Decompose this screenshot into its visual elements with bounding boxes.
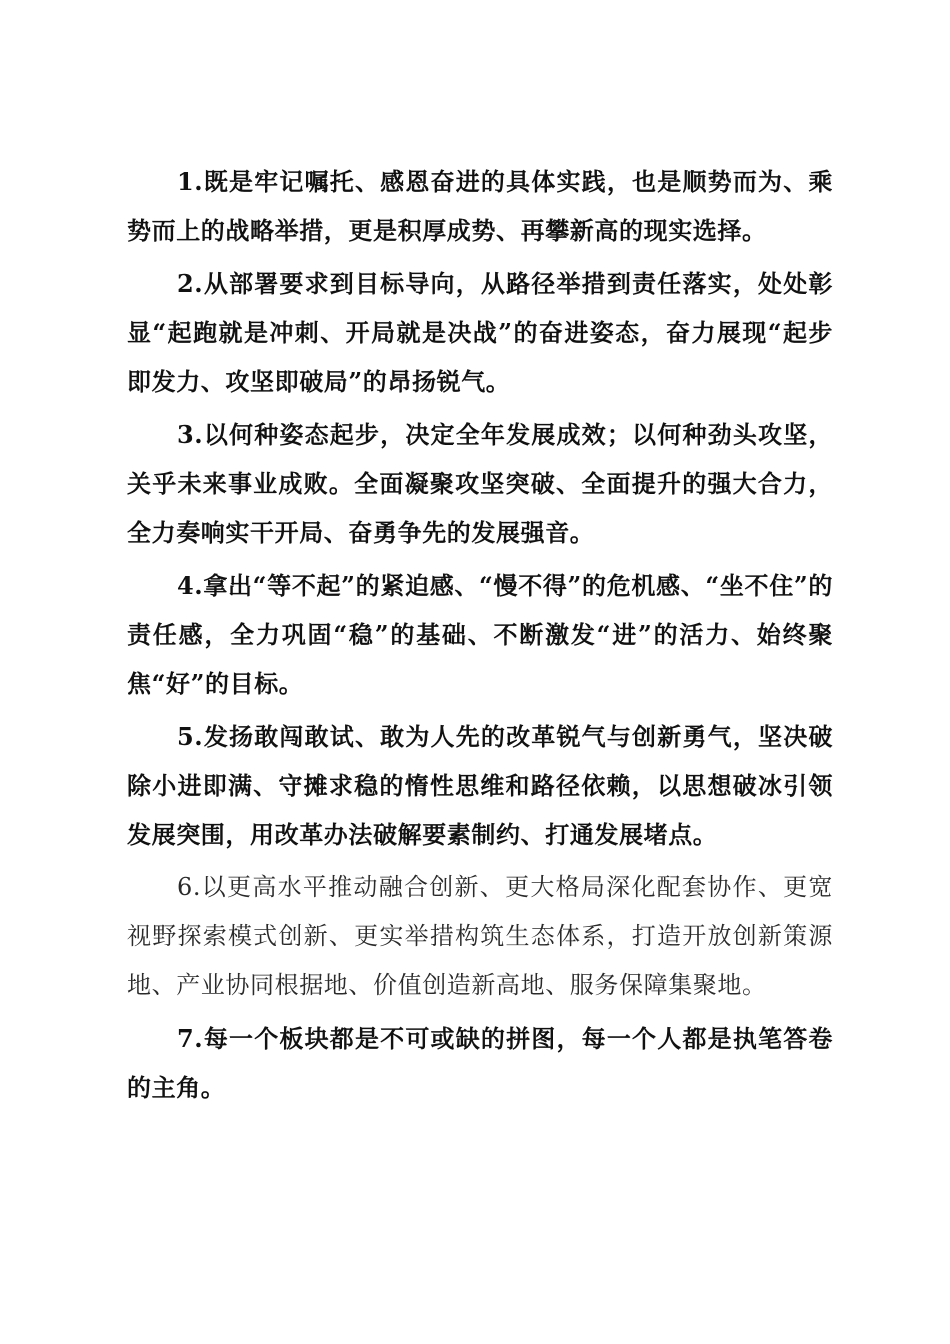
paragraph-7: 7.每一个板块都是不可或缺的拼图，每一个人都是执笔答卷的主角。 xyxy=(127,1024,833,1102)
paragraph-1: 1.既是牢记嘱托、感恩奋进的具体实践，也是顺势而为、乘势而上的战略举措，更是积厚成势、再攀新高的现实选择。 xyxy=(127,167,833,245)
document-body xyxy=(127,157,833,1116)
paragraph-5: 5.发扬敢闯敢试、敢为人先的改革锐气与创新勇气，坚决破除小进即满、守摊求稳的惰性思维和路径依赖，以思想破冰引领发展突围，用改革办法破解要素制约、打通发展堵点。 xyxy=(127,722,833,849)
paragraph-4: 4.拿出“等不起”的紧迫感、“慢不得”的危机感、“坐不住”的责任感，全力巩固“稳”的基础、不断激发“进”的活力、始终聚焦“好”的目标。 xyxy=(127,571,833,698)
paragraph-6: 6.以更高水平推动融合创新、更大格局深化配套协作、更宽视野探索模式创新、更实举措构筑生态体系，打造开放创新策源地、产业协同根据地、价值创造新高地、服务保障集聚地。 xyxy=(127,873,833,999)
paragraph-2: 2.从部署要求到目标导向，从路径举措到责任落实，处处彰显“起跑就是冲刺、开局就是决战”的奋进姿态，奋力展现“起步即发力、攻坚即破局”的昂扬锐气。 xyxy=(127,269,833,396)
paragraph-3: 3.以何种姿态起步，决定全年发展成效；以何种劲头攻坚，关乎未来事业成败。全面凝聚攻坚突破、全面提升的强大合力，全力奏响实干开局、奋勇争先的发展强音。 xyxy=(127,420,833,547)
